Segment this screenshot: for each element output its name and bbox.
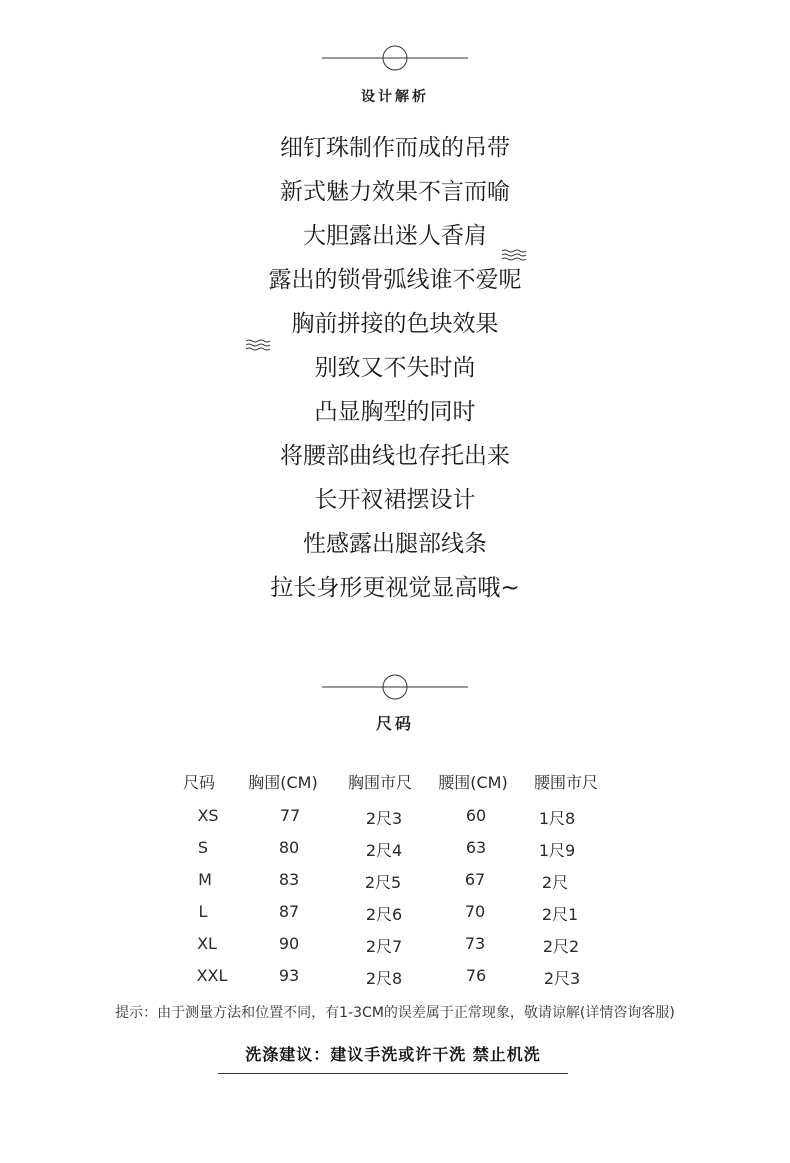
design-section-title: 设计解析 xyxy=(361,89,429,105)
description-line: 将腰部曲线也存托出来 xyxy=(280,443,510,469)
table-cell: 2尺8 xyxy=(365,969,403,988)
table-cell: 93 xyxy=(278,966,300,985)
table-row xyxy=(0,966,790,998)
header-cell: 胸围(CM) xyxy=(248,773,318,792)
washing-instruction: 洗涤建议：建议手洗或许干洗 禁止机洗 xyxy=(218,1042,568,1074)
description-line: 新式魅力效果不言而喻 xyxy=(280,179,510,205)
table-cell: XS xyxy=(197,806,219,825)
wave-decoration-icon xyxy=(245,338,273,352)
table-cell: 2尺6 xyxy=(365,905,403,924)
table-cell: 63 xyxy=(465,838,487,857)
table-row xyxy=(0,870,790,902)
description-line: 性感露出腿部线条 xyxy=(303,531,487,557)
table-cell: 2尺7 xyxy=(365,937,403,956)
table-cell: 2尺3 xyxy=(543,969,581,988)
wave-decoration-icon xyxy=(501,248,529,262)
table-cell: 90 xyxy=(278,934,300,953)
table-row xyxy=(0,838,790,870)
header-cell: 尺码 xyxy=(182,773,216,792)
design-description-list xyxy=(0,126,790,610)
table-cell: XXL xyxy=(196,966,228,985)
description-line: 拉长身形更视觉显高哦~ xyxy=(270,575,520,601)
table-cell: 2尺3 xyxy=(365,809,403,828)
table-cell: 80 xyxy=(278,838,300,857)
description-line: 露出的锁骨弧线谁不爱呢 xyxy=(268,267,522,293)
table-row xyxy=(0,934,790,966)
table-cell: 77 xyxy=(279,806,301,825)
table-cell: XL xyxy=(197,934,217,953)
table-cell: 67 xyxy=(464,870,486,889)
description-line: 别致又不失时尚 xyxy=(314,355,476,381)
size-table xyxy=(0,768,790,992)
size-tip-note: 提示：由于测量方法和位置不同，有1-3CM的误差属于正常现象，敬请谅解(详情咨询客服) xyxy=(115,1005,675,1021)
description-line: 大胆露出迷人香肩 xyxy=(303,223,487,249)
header-cell: 腰围市尺 xyxy=(533,773,599,792)
table-cell: 2尺2 xyxy=(542,937,580,956)
table-cell: 83 xyxy=(278,870,300,889)
table-cell: 1尺8 xyxy=(538,809,576,828)
header-cell: 腰围(CM) xyxy=(438,773,508,792)
table-cell: 2尺5 xyxy=(364,873,402,892)
table-cell: M xyxy=(198,870,212,889)
description-line: 胸前拼接的色块效果 xyxy=(291,311,499,337)
divider-ornament xyxy=(0,38,790,78)
table-cell: 2尺1 xyxy=(541,905,579,924)
table-row xyxy=(0,806,790,838)
header-cell: 胸围市尺 xyxy=(347,773,413,792)
divider-ornament xyxy=(0,667,790,707)
description-line: 细钉珠制作而成的吊带 xyxy=(280,135,510,161)
table-cell: L xyxy=(198,902,208,921)
size-section-title: 尺码 xyxy=(375,714,414,733)
table-cell: S xyxy=(197,838,209,857)
table-cell: 73 xyxy=(464,934,486,953)
description-line: 凸显胸型的同时 xyxy=(314,399,476,425)
table-cell: 2尺 xyxy=(541,873,569,892)
table-cell: 87 xyxy=(278,902,300,921)
table-cell: 2尺4 xyxy=(365,841,403,860)
table-row xyxy=(0,902,790,934)
table-cell: 76 xyxy=(465,966,487,985)
table-cell: 1尺9 xyxy=(538,841,576,860)
description-line: 长开衩裙摆设计 xyxy=(314,487,476,513)
table-header-row xyxy=(0,770,790,802)
table-cell: 70 xyxy=(464,902,486,921)
table-cell: 60 xyxy=(465,806,487,825)
